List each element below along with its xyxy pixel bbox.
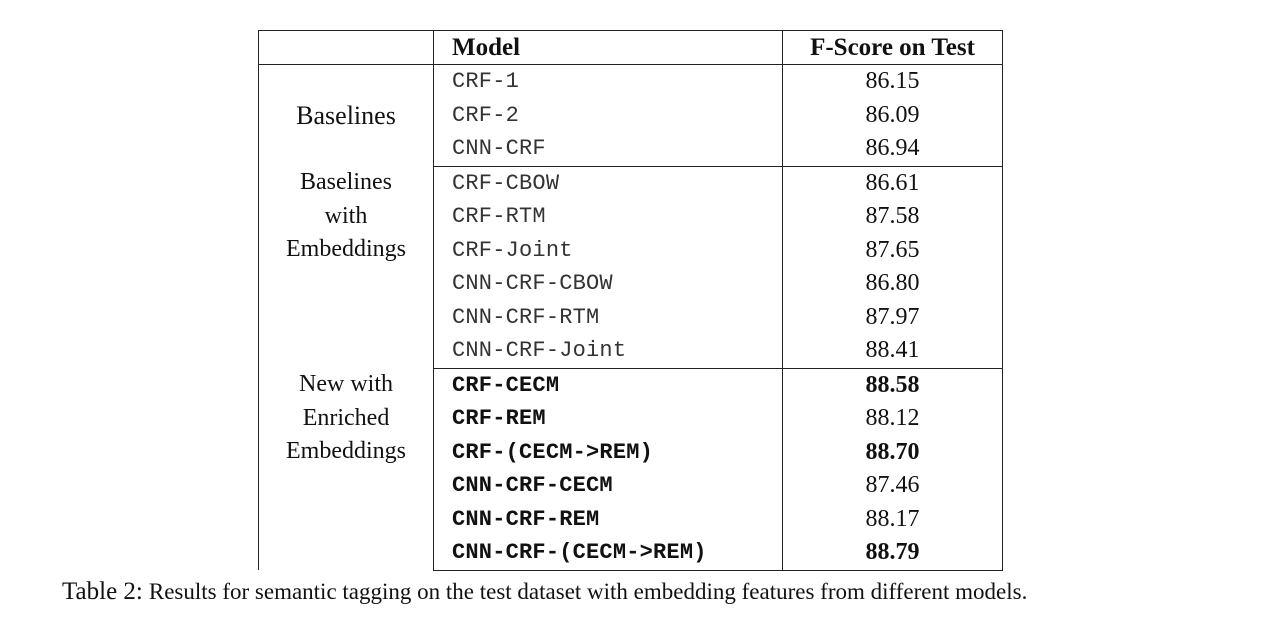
score-cell: 86.80 xyxy=(783,267,1003,301)
model-cell: CNN-CRF xyxy=(434,132,783,166)
group-label xyxy=(259,166,434,368)
caption-label: Table 2: xyxy=(62,578,143,605)
model-cell: CNN-CRF-REM xyxy=(434,503,783,537)
group-label xyxy=(259,368,434,570)
table-row xyxy=(259,166,1003,200)
model-cell: CRF-(CECM->REM) xyxy=(434,436,783,470)
header-row xyxy=(259,31,1003,65)
group-label-line: New with xyxy=(299,371,393,397)
header-score: F-Score on Test xyxy=(783,31,1003,65)
model-cell: CNN-CRF-CECM xyxy=(434,469,783,503)
model-cell: CRF-RTM xyxy=(434,200,783,234)
model-cell: CRF-CBOW xyxy=(434,166,783,200)
results-table xyxy=(258,30,1003,571)
model-cell: CRF-CECM xyxy=(434,368,783,402)
score-cell: 86.09 xyxy=(783,99,1003,133)
group-label: Baselines xyxy=(259,65,434,167)
score-cell: 86.94 xyxy=(783,132,1003,166)
model-cell: CNN-CRF-Joint xyxy=(434,334,783,368)
model-cell: CNN-CRF-(CECM->REM) xyxy=(434,536,783,570)
score-cell: 87.58 xyxy=(783,200,1003,234)
group-label-line: Embeddings xyxy=(286,438,406,464)
group-label-line: Enriched xyxy=(302,404,390,431)
group-label-line: with xyxy=(324,202,368,229)
model-cell: CNN-CRF-RTM xyxy=(434,301,783,335)
model-cell: CNN-CRF-CBOW xyxy=(434,267,783,301)
score-cell: 87.46 xyxy=(783,469,1003,503)
score-cell: 87.97 xyxy=(783,301,1003,335)
model-cell: CRF-REM xyxy=(434,402,783,436)
model-cell: CRF-Joint xyxy=(434,234,783,268)
table-row xyxy=(259,368,1003,402)
group-label-line: Baselines xyxy=(300,169,392,195)
score-cell: 88.70 xyxy=(783,436,1003,470)
table-body xyxy=(259,65,1003,571)
caption-text: Results for semantic tagging on the test dataset with embedding features from different models. xyxy=(148,579,1028,604)
score-cell: 88.41 xyxy=(783,334,1003,368)
score-cell: 88.79 xyxy=(783,536,1003,570)
header-group xyxy=(259,31,434,65)
score-cell: 88.17 xyxy=(783,503,1003,537)
score-cell: 86.15 xyxy=(783,65,1003,99)
score-cell: 87.65 xyxy=(783,234,1003,268)
model-cell: CRF-1 xyxy=(434,65,783,99)
group-label-line: Embeddings xyxy=(286,236,406,262)
table-header xyxy=(259,31,1003,65)
table-caption xyxy=(62,578,1222,606)
score-cell: 88.12 xyxy=(783,402,1003,436)
table-row xyxy=(259,65,1003,99)
model-cell: CRF-2 xyxy=(434,99,783,133)
header-model: Model xyxy=(434,31,783,65)
score-cell: 88.58 xyxy=(783,368,1003,402)
score-cell: 86.61 xyxy=(783,166,1003,200)
